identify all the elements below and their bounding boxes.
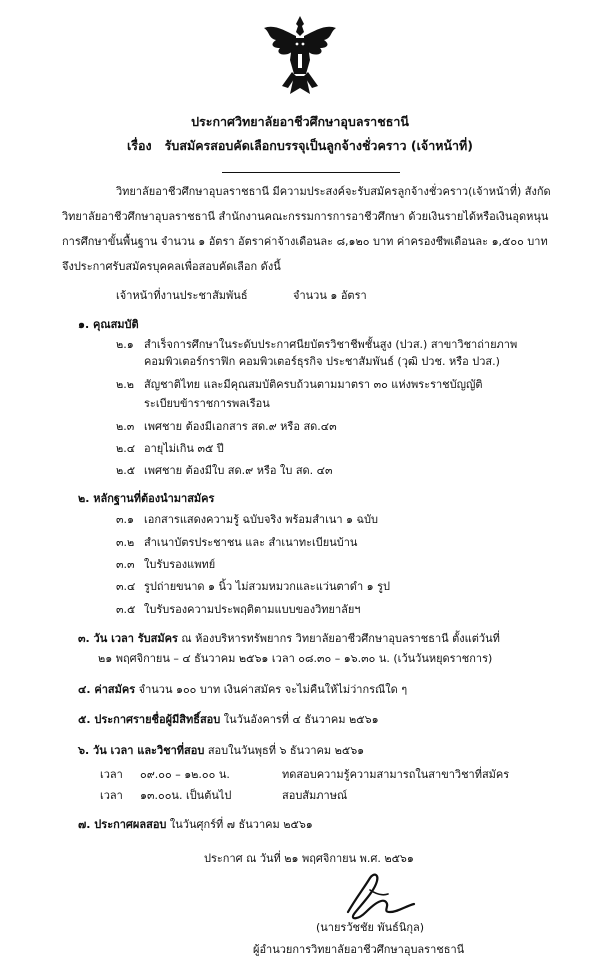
doc-1-text: เอกสารแสดงความรู้ ฉบับจริง พร้อมสำเนา ๑ ฉบับ: [144, 513, 378, 526]
signer-name: (นายรวัชชัย พันธ์นิกุล): [316, 921, 425, 934]
exam-row-2-subject: สอบสัมภาษณ์: [282, 789, 348, 802]
qual-1-line-2: คอมพิวเตอร์กราฟิก คอมพิวเตอร์ธุรกิจ ประชาสัมพันธ์ (วุฒิ ปวช. หรือ ปวส.): [144, 355, 500, 368]
section-3-line-2: ๒๑ พฤศจิกายน – ๔ ธันวาคม ๒๕๖๑ เวลา ๐๘.๓๐ – ๑๖.๓๐ น. (เว้นวันหยุดราชการ): [98, 652, 493, 665]
title-divider: [222, 172, 400, 173]
section-3-line-1: [78, 632, 500, 646]
announcement-title: ประกาศวิทยาลัยอาชีวศึกษาอุบลราชธานี: [191, 114, 409, 129]
doc-5-text: ใบรับรองความประพฤติตามแบบของวิทยาลัยฯ: [144, 603, 361, 616]
doc-4-no: ๓.๔: [116, 580, 136, 593]
doc-2-no: ๓.๒: [116, 536, 135, 549]
section-1-heading: ๑. คุณสมบัติ: [78, 318, 139, 331]
signature-icon: [330, 868, 430, 928]
position-name: เจ้าหน้าที่งานประชาสัมพันธ์: [116, 289, 248, 302]
qual-4-line-1: อายุไม่เกิน ๓๕ ปี: [144, 442, 224, 455]
qual-2-no: ๒.๒: [116, 378, 134, 391]
exam-row-1-subject: ทดสอบความรู้ความสามารถในสาขาวิชาที่สมัคร: [282, 768, 510, 781]
section-7-heading: ๗. ประกาศผลสอบ: [78, 818, 167, 831]
section-7: [78, 818, 313, 832]
qual-5-no: ๒.๕: [116, 464, 136, 477]
qual-1-line-1: สำเร็จการศึกษาในระดับประกาศนียบัตรวิชาชีพชั้นสูง (ปวส.) สาขาวิชาถ่ายภาพ: [144, 338, 518, 351]
intro-line-4: จึงประกาศรับสมัครบุคคลเพื่อสอบคัดเลือก ดังนี้: [62, 260, 281, 273]
intro-line-1: วิทยาลัยอาชีวศึกษาอุบลราชธานี มีความประสงค์จะรับสมัครลูกจ้างชั่วคราว(เจ้าหน้าที่) สังกัด: [116, 185, 551, 198]
intro-line-2: วิทยาลัยอาชีวศึกษาอุบลราชธานี สำนักงานคณะกรรมการการอาชีวศึกษา ด้วยเงินรายได้หรือเงินอุดหนุน: [62, 210, 549, 223]
qual-3-line-1: เพศชาย ต้องมีเอกสาร สด.๙ หรือ สด.๔๓: [144, 420, 337, 433]
qual-4-no: ๒.๔: [116, 442, 136, 455]
section-6: [78, 744, 364, 758]
section-7-text: ในวันศุกร์ที่ ๗ ธันวาคม ๒๕๖๑: [169, 818, 313, 831]
qual-2-line-2: ระเบียบข้าราชการพลเรือน: [144, 397, 270, 410]
announced-date: ประกาศ ณ วันที่ ๒๑ พฤศจิกายน พ.ศ. ๒๕๖๑: [204, 852, 414, 865]
doc-2-text: สำเนาบัตรประชาชน และ สำเนาทะเบียนบ้าน: [144, 536, 358, 549]
intro-line-3: การศึกษาขั้นพื้นฐาน จำนวน ๑ อัตรา อัตราค่าจ้างเดือนละ ๘,๑๒๐ บาท ค่าครองชีพเดือนละ ๑,๕๐๐ บาท: [62, 235, 548, 248]
qual-5-line-1: เพศชาย ต้องมีใบ สด.๙ หรือ ใบ สด. ๔๓: [144, 464, 333, 477]
section-6-text: สอบในวันพุธที่ ๖ ธันวาคม ๒๕๖๑: [207, 744, 365, 757]
subject-text: รับสมัครสอบคัดเลือกบรรจุเป็นลูกจ้างชั่วคราว (เจ้าหน้าที่): [164, 138, 473, 153]
section-5-text: ในวันอังคารที่ ๔ ธันวาคม ๒๕๖๑: [223, 713, 379, 726]
exam-row-1-time: ๐๙.๐๐ – ๑๒.๐๐ น.: [140, 768, 230, 781]
exam-row-2-label: เวลา: [100, 789, 123, 802]
section-3-heading: ๓. วัน เวลา รับสมัคร: [78, 632, 178, 645]
section-4: [78, 683, 407, 697]
doc-4-text: รูปถ่ายขนาด ๑ นิ้ว ไม่สวมหมวกและแว่นตาดำ ๑ รูป: [144, 580, 390, 593]
section-3-text-1: ณ ห้องบริหารทรัพยากร วิทยาลัยอาชีวศึกษาอุบลราชธานี ตั้งแต่วันที่: [181, 632, 500, 645]
exam-row-1-label: เวลา: [100, 768, 123, 781]
section-5-heading: ๕. ประกาศรายชื่อผู้มีสิทธิ์สอบ: [78, 713, 221, 726]
doc-1-no: ๓.๑: [116, 513, 134, 526]
subject-label: เรื่อง: [127, 138, 152, 153]
section-6-heading: ๖. วัน เวลา และวิชาที่สอบ: [78, 744, 205, 757]
announcement-subject: [0, 136, 600, 156]
signer-title: ผู้อำนวยการวิทยาลัยอาชีวศึกษาอุบลราชธานี: [253, 943, 465, 956]
section-5: [78, 713, 379, 727]
qual-1-no: ๒.๑: [116, 338, 134, 351]
section-2-heading: ๒. หลักฐานที่ต้องนำมาสมัคร: [78, 492, 215, 505]
garuda-emblem-icon: [262, 14, 338, 98]
doc-3-text: ใบรับรองแพทย์: [144, 558, 216, 571]
exam-row-2-time: ๑๓.๐๐น. เป็นต้นไป: [140, 789, 232, 802]
doc-5-no: ๓.๕: [116, 603, 136, 616]
doc-3-no: ๓.๓: [116, 558, 135, 571]
section-4-text: จำนวน ๑๐๐ บาท เงินค่าสมัคร จะไม่คืนให้ไม่ว่ากรณีใด ๆ: [138, 683, 408, 696]
qual-3-no: ๒.๓: [116, 420, 135, 433]
position-count: จำนวน ๑ อัตรา: [293, 289, 367, 302]
section-4-heading: ๔. ค่าสมัคร: [78, 683, 136, 696]
qual-2-line-1: สัญชาติไทย และมีคุณสมบัติครบถ้วนตามมาตรา ๓๐ แห่งพระราชบัญญัติ: [144, 378, 483, 391]
